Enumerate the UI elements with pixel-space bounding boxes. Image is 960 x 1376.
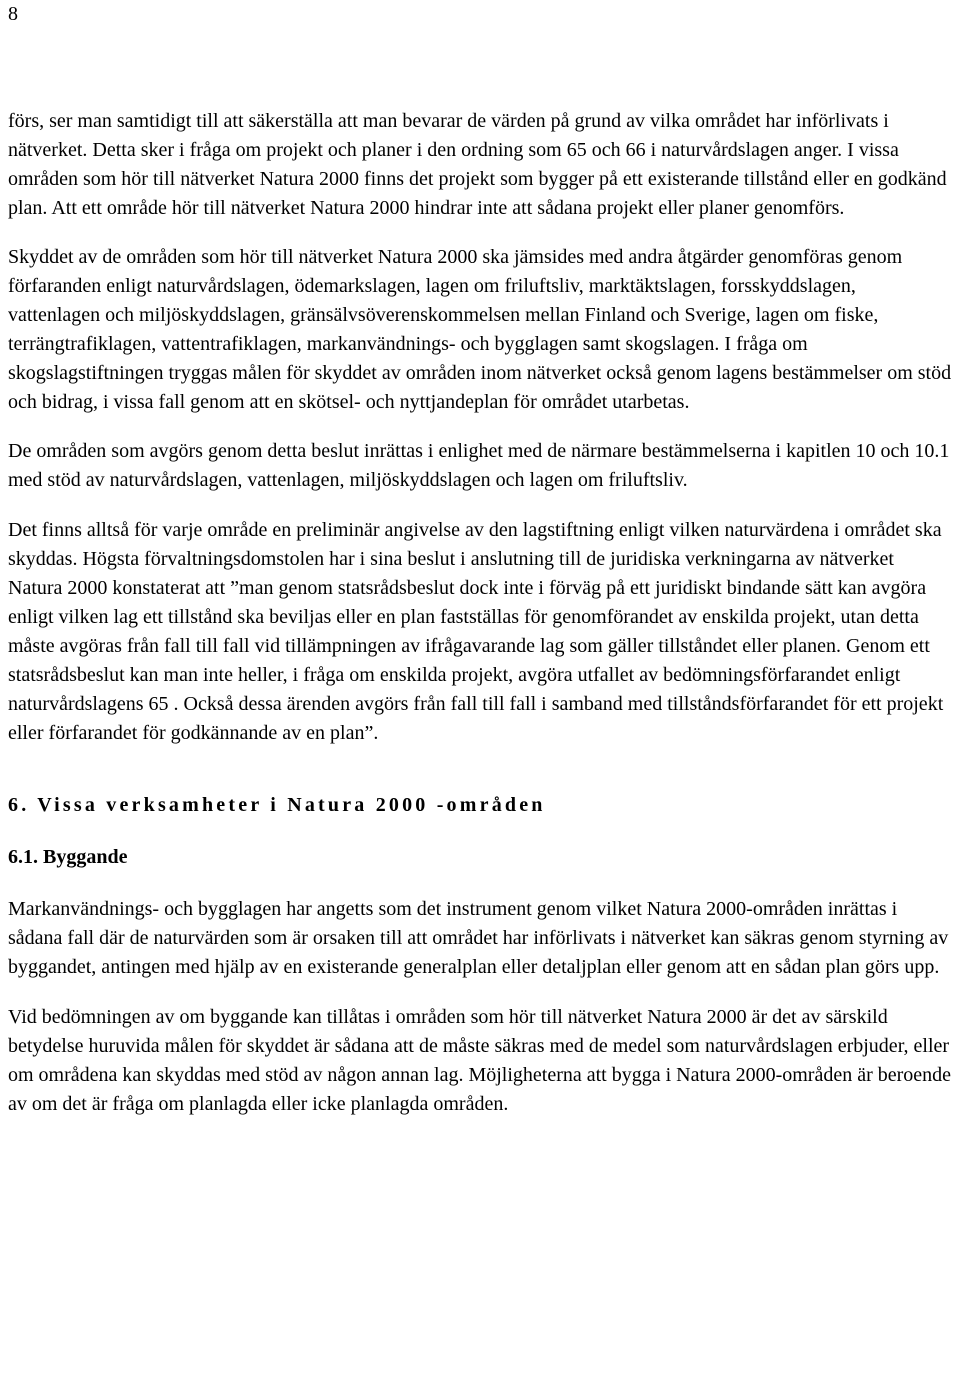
section-heading-6: 6. Vissa verksamheter i Natura 2000 -områden [8, 794, 546, 816]
paragraph-land-use-law: Markanvändnings- och bygglagen har angetts som det instrument genom vilket Natura 2000-områden inrättas i sådana fall där de naturvärden som är orsaken till att området har införlivats i nätverket kan säkras genom styrning av byggandet, antingen med hjälp av en existerande generalplan eller detaljplan eller genom att en sådan plan görs upp. [8, 898, 949, 978]
document-body [8, 107, 953, 1119]
page-number: 8 [8, 3, 18, 25]
paragraph-regulations: De områden som avgörs genom detta beslut inrättas i enlighet med de närmare bestämmelserna i kapitlen 10 och 10.1 med stöd av naturvårdslagen, vattenlagen, miljöskyddslagen och lagen om friluftsliv. [8, 440, 950, 491]
paragraph-natura-projects: förs, ser man samtidigt till att säkerställa att man bevarar de värden på grund av vilka området har införlivats i nätverket. Detta sker i fråga om projekt och planer i den ordning som 65 och 66 i naturvårdslagen anger. I vissa områden som hör till nätverket Natura 2000 finns det projekt som bygger på ett existerande tillstånd eller en godkänd plan. Att ett område hör till nätverket Natura 2000 hindrar inte att sådana projekt eller planer genomförs. [8, 110, 947, 219]
paragraph-court-decision: Det finns alltså för varje område en preliminär angivelse av den lagstiftning enligt vilken naturvärdena i området ska skyddas. Högsta förvaltningsdomstolen har i sina beslut i anslutning till de juridiska verkningarna av nätverket Natura 2000 konstaterat att ”man genom statsrådsbeslut dock inte i förväg på ett juridiskt bindande sätt kan avgöra enligt vilken lag ett tillstånd ska beviljas eller en plan fastställas för genomförandet av enskilda projekt, utan detta måste avgöras från fall till fall vid tillämpningen av ifrågavarande lag som gäller tillståndet eller planen. Genom ett statsrådsbeslut kan man inte heller, i fråga om enskilda projekt, avgöra utfallet av bedömningsförfarandet enligt naturvårdslagens 65 . Också dessa ärenden avgörs från fall till fall i samband med tillståndsförfarandet för ett projekt eller förfarandet för godkännande av en plan”. [8, 519, 944, 744]
paragraph-protection-laws: Skyddet av de områden som hör till nätverket Natura 2000 ska jämsides med andra åtgärder genomföras genom förfaranden enligt naturvårdslagen, ödemarkslagen, lagen om friluftsliv, marktäktslagen, forsskyddslagen, vattenlagen och miljöskyddslagen, gränsälvsöverenskommelsen mellan Finland och Sverige, lagen om fiske, terrängtrafiklagen, vattentrafiklagen, markanvändnings- och bygglagen samt skogslagen. I fråga om skogslagstiftningen tryggas målen för skyddet av områden inom nätverket också genom lagens bestämmelser om stöd och bidrag, i vissa fall genom att en skötsel- och nyttjandeplan för området utarbetas. [8, 246, 952, 413]
section-heading-6-1: 6.1. Byggande [8, 846, 128, 868]
paragraph-building-assessment: Vid bedömningen av om byggande kan tillåtas i områden som hör till nätverket Natura 2000 är det av särskild betydelse huruvida målen för skyddet är sådana att de måste säkras med de medel som naturvårdslagen erbjuder, eller om områdena kan skyddas med stöd av någon annan lag. Möjligheterna att bygga i Natura 2000-områden är beroende av om det är fråga om planlagda eller icke planlagda områden. [8, 1006, 952, 1115]
